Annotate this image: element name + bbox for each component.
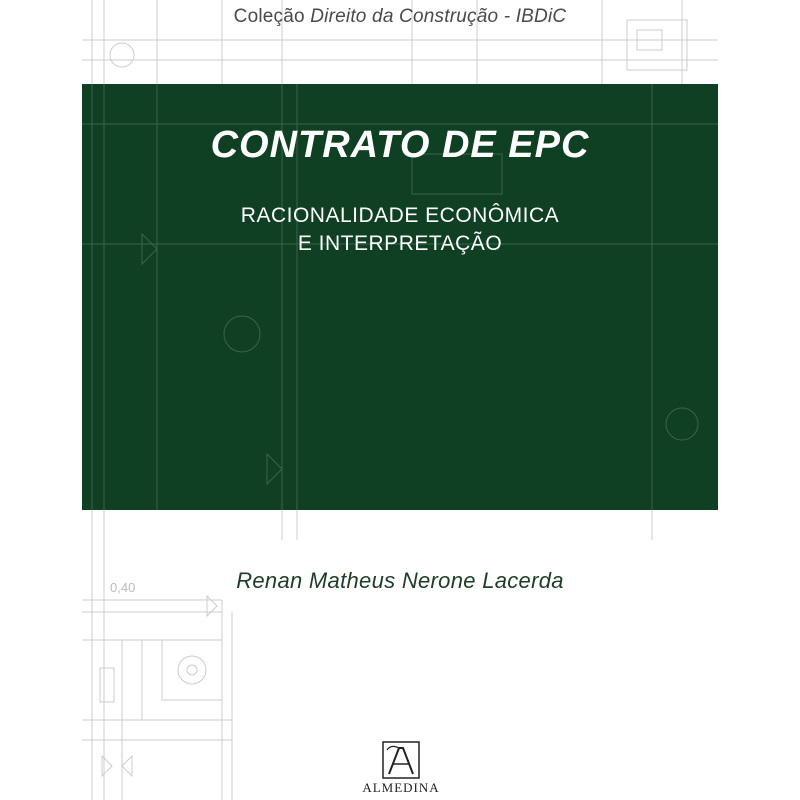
author-name: Renan Matheus Nerone Lacerda [236,568,564,593]
publisher-name: ALMEDINA [362,780,440,795]
series-line [82,6,718,28]
subtitle-line-2: E INTERPRETAÇÃO [297,232,503,255]
publisher-logo [356,740,446,796]
series-prefix: Coleção [233,6,305,27]
book-cover [82,0,718,800]
series-name: Direito da Construção - IBDiC [310,6,567,27]
dimension-label: 0,40 [110,580,136,595]
book-title: CONTRATO DE EPC [210,124,590,166]
subtitle-line-1: RACIONALIDADE ECONÔMICA [240,204,560,227]
publisher-emblem-icon [381,740,421,780]
book-subtitle [82,202,718,258]
